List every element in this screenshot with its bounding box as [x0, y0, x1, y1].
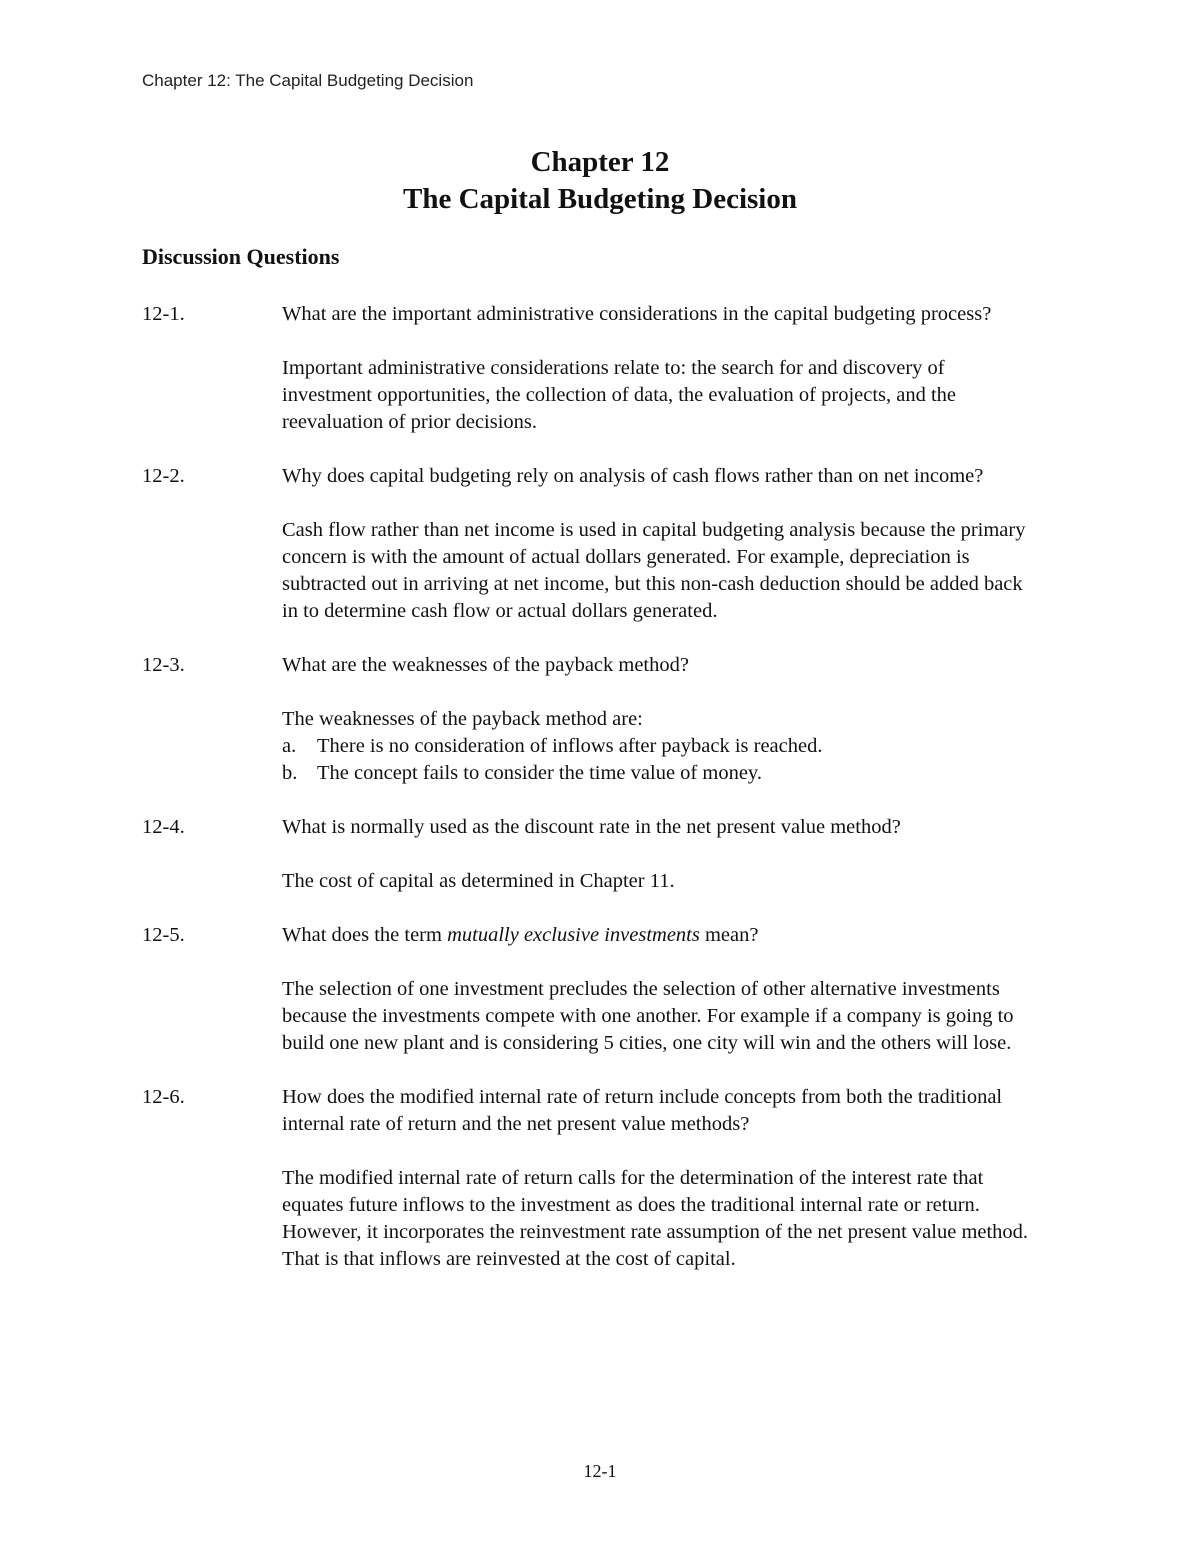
question-text: How does the modified internal rate of return include concepts from both the traditional internal rate of return and the net present value methods?	[282, 1086, 1003, 1135]
question-text-end: mean?	[699, 924, 759, 946]
question-number: 12-3.	[142, 654, 185, 676]
list-item-text: The concept fails to consider the time value of money.	[317, 762, 762, 784]
question-body	[282, 301, 1037, 436]
list-marker: b.	[282, 762, 298, 784]
list-item-text: There is no consideration of inflows after payback is reached.	[317, 735, 823, 757]
question-body	[282, 922, 1037, 1057]
question-item	[142, 1084, 1042, 1273]
question-item	[142, 463, 1042, 625]
answer-text: The modified internal rate of return calls for the determination of the interest rate that equates future inflows to the investment as does the traditional internal rate or return. However, it incorporates the reinvestment rate assumption of the net present value method. That is that inflows are reinvested at the cost of capital.	[282, 1167, 1029, 1270]
answer-text: The selection of one investment precludes the selection of other alternative investments because the investments compete with one another. For example if a company is going to build one new plant and is considering 5 cities, one city will win and the others will lose.	[282, 978, 1014, 1054]
section-heading: Discussion Questions	[142, 244, 340, 269]
question-number: 12-5.	[142, 924, 185, 946]
question-body	[282, 814, 1037, 895]
answer-text: Important administrative considerations relate to: the search for and discovery of investment opportunities, the collection of data, the evaluation of projects, and the reevaluation of prior decisions.	[282, 357, 957, 433]
list-marker: a.	[282, 735, 297, 757]
question-number: 12-4.	[142, 816, 185, 838]
question-body	[282, 463, 1037, 625]
running-header: Chapter 12: The Capital Budgeting Decision	[142, 71, 474, 90]
chapter-title	[0, 144, 1200, 218]
question-body	[282, 652, 1037, 787]
discussion-questions	[142, 301, 1042, 1300]
question-item	[142, 652, 1042, 787]
question-number: 12-2.	[142, 465, 185, 487]
answer-text: The cost of capital as determined in Chapter 11.	[282, 870, 675, 892]
answer-block	[282, 706, 1037, 787]
chapter-number: Chapter 12	[530, 146, 670, 178]
list-item	[282, 733, 1037, 760]
emphasized-term: mutually exclusive investments	[447, 924, 700, 946]
question-text: What are the important administrative considerations in the capital budgeting process?	[282, 303, 992, 325]
question-body	[282, 1084, 1037, 1273]
question-text: Why does capital budgeting rely on analysis of cash flows rather than on net income?	[282, 465, 984, 487]
answer-text: Cash flow rather than net income is used in capital budgeting analysis because the primary concern is with the amount of actual dollars generated. For example, depreciation is subtracted out in arriving at net income, but this non-cash deduction should be added back in to determine cash flow or actual dollars generated.	[282, 519, 1026, 622]
list-item	[282, 760, 1037, 787]
question-item	[142, 814, 1042, 895]
question-item	[142, 301, 1042, 436]
question-number: 12-6.	[142, 1086, 185, 1108]
question-item	[142, 922, 1042, 1057]
question-text: What is normally used as the discount rate in the net present value method?	[282, 816, 901, 838]
question-text: What are the weaknesses of the payback method?	[282, 654, 689, 676]
weakness-list	[282, 733, 1037, 787]
question-text	[282, 922, 1037, 949]
question-text-start: What does the term	[282, 924, 448, 946]
page-number: 12-1	[583, 1461, 617, 1481]
question-number: 12-1.	[142, 303, 185, 325]
answer-intro: The weaknesses of the payback method are:	[282, 708, 643, 730]
chapter-name: The Capital Budgeting Decision	[403, 183, 797, 215]
